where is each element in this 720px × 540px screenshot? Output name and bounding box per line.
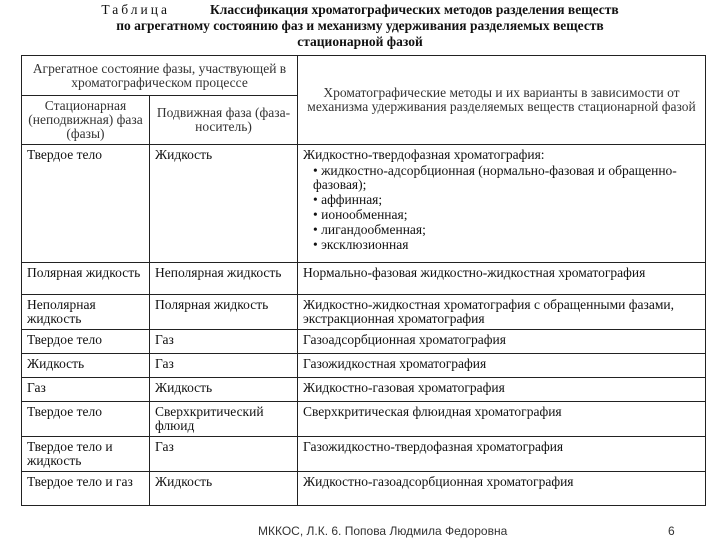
cell-mobile: Полярная жидкость bbox=[150, 295, 298, 330]
cell-stationary: Газ bbox=[22, 378, 150, 402]
cell-method: Жидкостно-газоадсорбционная хроматография bbox=[298, 472, 706, 506]
list-item: • лигандообменная; bbox=[313, 223, 700, 237]
table-row bbox=[22, 472, 706, 506]
caption-label: Таблица bbox=[101, 2, 170, 17]
page-number: 6 bbox=[668, 524, 675, 538]
list-item: • жидкостно-адсорбционная (нормально-фазовая и обращенно-фазовая); bbox=[313, 164, 700, 192]
cell-mobile: Газ bbox=[150, 330, 298, 354]
slide-footer: МККОС, Л.К. 6. Попова Людмила Федоровна bbox=[258, 524, 508, 538]
caption-line: по агрегатному состоянию фаз и механизму удерживания разделяемых веществ bbox=[116, 18, 604, 33]
cell-stationary: Твердое тело bbox=[22, 145, 150, 263]
cell-method: Нормально-фазовая жидкостно-жидкостная хроматография bbox=[298, 263, 706, 295]
table-row bbox=[22, 378, 706, 402]
cell-method: Газожидкостно-твердофазная хроматография bbox=[298, 437, 706, 472]
cell-method bbox=[298, 145, 706, 263]
classification-table bbox=[21, 55, 706, 506]
cell-stationary: Твердое тело bbox=[22, 330, 150, 354]
cell-stationary: Твердое тело и жидкость bbox=[22, 437, 150, 472]
caption-line: стационарной фазой bbox=[297, 34, 423, 49]
table-row bbox=[22, 295, 706, 330]
cell-stationary: Твердое тело bbox=[22, 402, 150, 437]
header-methods: Хроматографические методы и их варианты в зависимости от механизма удерживания разделяемых веществ стационарной фазой bbox=[298, 56, 706, 145]
table-row bbox=[22, 437, 706, 472]
table-row bbox=[22, 402, 706, 437]
list-item: • эксклюзионная bbox=[313, 238, 700, 252]
cell-method: Газоадсорбционная хроматография bbox=[298, 330, 706, 354]
cell-stationary: Неполярная жидкость bbox=[22, 295, 150, 330]
table-row bbox=[22, 354, 706, 378]
table-caption bbox=[0, 2, 720, 50]
cell-stationary: Полярная жидкость bbox=[22, 263, 150, 295]
cell-stationary: Твердое тело и газ bbox=[22, 472, 150, 506]
cell-method: Сверхкритическая флюидная хроматография bbox=[298, 402, 706, 437]
cell-method: Жидкостно-жидкостная хроматография с обращенными фазами, экстракционная хроматография bbox=[298, 295, 706, 330]
variant-list bbox=[313, 164, 700, 252]
table-row bbox=[22, 263, 706, 295]
cell-method: Жидкостно-газовая хроматография bbox=[298, 378, 706, 402]
method-title: Жидкостно-твердофазная хроматография: bbox=[303, 147, 545, 162]
cell-mobile: Газ bbox=[150, 437, 298, 472]
cell-method: Газожидкостная хроматография bbox=[298, 354, 706, 378]
table-row bbox=[22, 330, 706, 354]
list-item: • ионообменная; bbox=[313, 208, 700, 222]
cell-stationary: Жидкость bbox=[22, 354, 150, 378]
cell-mobile: Газ bbox=[150, 354, 298, 378]
table-row bbox=[22, 145, 706, 263]
cell-mobile: Неполярная жидкость bbox=[150, 263, 298, 295]
header-mobile: Подвижная фаза (фаза-носитель) bbox=[150, 96, 298, 145]
cell-mobile: Сверхкритический флюид bbox=[150, 402, 298, 437]
header-stationary: Стационарная (неподвижная) фаза (фазы) bbox=[22, 96, 150, 145]
header-state: Агрегатное состояние фазы, участвующей в хроматографическом процессе bbox=[22, 56, 298, 96]
caption-line: Классификация хроматографических методов разделения веществ bbox=[209, 2, 619, 17]
cell-mobile: Жидкость bbox=[150, 145, 298, 263]
cell-mobile: Жидкость bbox=[150, 378, 298, 402]
cell-mobile: Жидкость bbox=[150, 472, 298, 506]
list-item: • аффинная; bbox=[313, 193, 700, 207]
